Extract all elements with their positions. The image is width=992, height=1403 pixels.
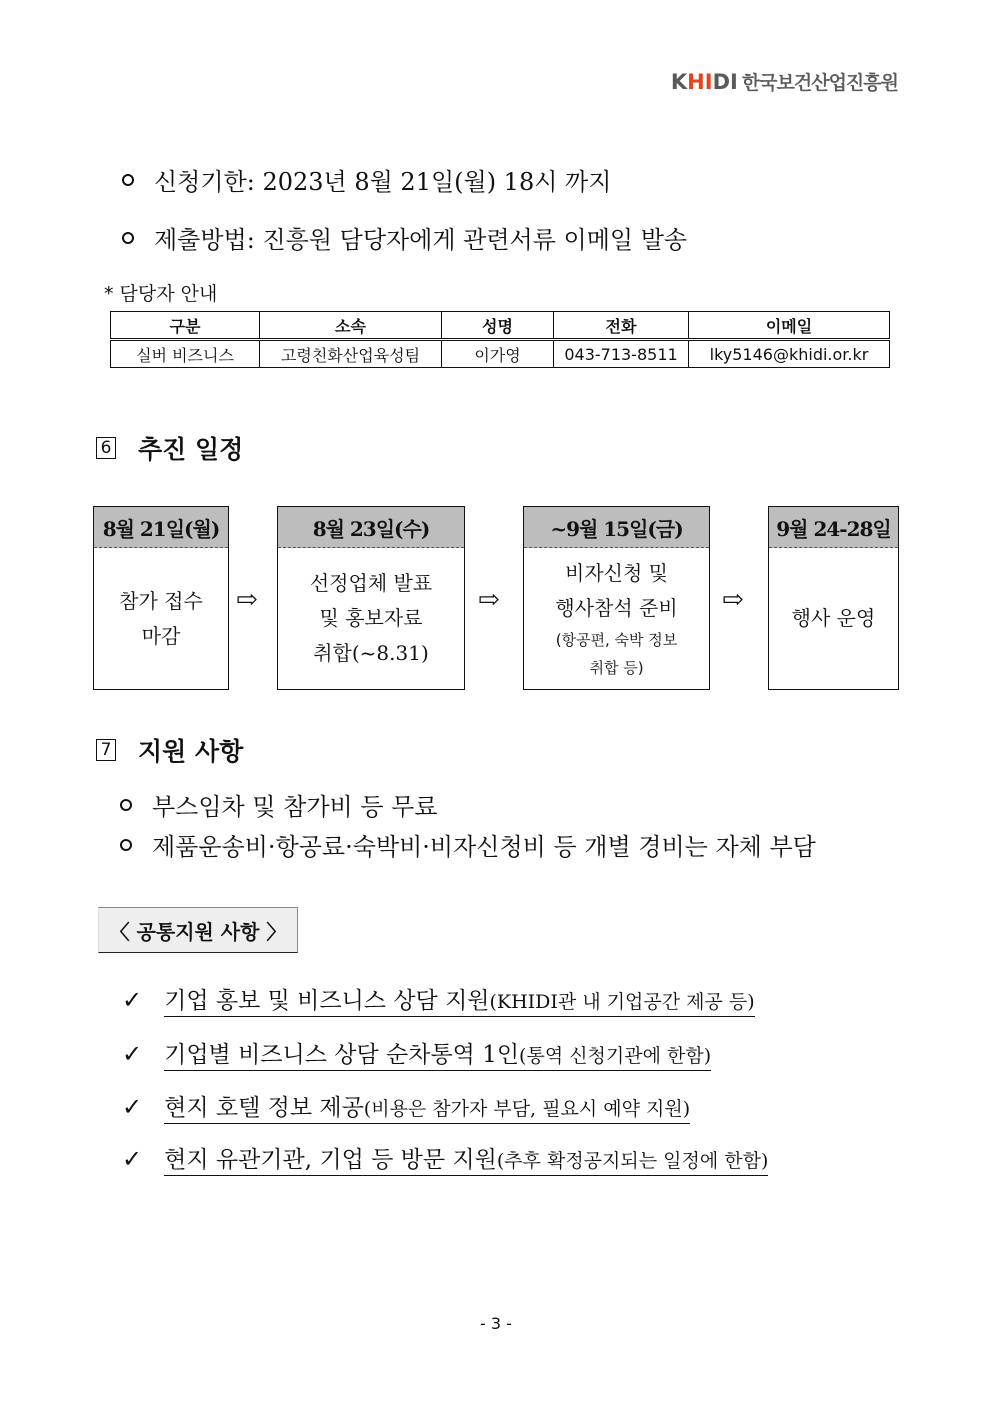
step-line: 참가 접수 — [119, 588, 203, 613]
check-icon: ✓ — [122, 1145, 143, 1173]
page-number: - 3 - — [480, 1314, 512, 1333]
common-item-text: 현지 호텔 정보 제공(비용은 참가자 부담, 필요시 예약 지원) — [164, 1089, 690, 1124]
section-6-heading — [96, 430, 243, 466]
circle-bullet-icon — [120, 799, 132, 811]
table-header-cell: 소속 — [260, 312, 442, 340]
section-number: 7 — [96, 739, 116, 761]
step-date: 8월 23일(수) — [278, 507, 464, 548]
common-support-item — [122, 1036, 711, 1071]
step-line: 행사참석 준비 — [555, 595, 678, 620]
support-item — [120, 787, 438, 822]
common-support-item — [122, 1089, 690, 1124]
right-arrow-icon: ⇨ — [722, 585, 744, 615]
step-body — [278, 548, 464, 689]
step-note: 취합 등) — [589, 658, 644, 677]
common-support-item — [122, 982, 755, 1017]
right-arrow-icon: ⇨ — [236, 585, 258, 615]
schedule-step — [768, 506, 899, 690]
section-7-heading — [96, 732, 243, 768]
table-header-cell: 성명 — [442, 312, 554, 340]
circle-bullet-icon — [122, 174, 134, 186]
common-support-heading: 〈 공통지원 사항 〉 — [98, 907, 298, 953]
right-arrow-icon: ⇨ — [478, 585, 500, 615]
step-line: 선정업체 발표 — [309, 571, 433, 595]
table-header-cell: 이메일 — [689, 312, 890, 340]
deadline-line — [122, 162, 611, 197]
table-header-cell: 구분 — [111, 312, 260, 340]
step-date: 9월 24-28일 — [769, 507, 898, 548]
step-body — [524, 548, 709, 689]
support-item-text: 부스임차 및 참가비 등 무료 — [152, 793, 438, 821]
table-header-row — [111, 312, 890, 340]
step-line: 행사 운영 — [791, 606, 876, 630]
circle-bullet-icon — [122, 232, 134, 244]
step-line: 취합(~8.31) — [313, 641, 429, 665]
submission-text: 제출방법: 진흥원 담당자에게 관련서류 이메일 발송 — [154, 226, 688, 254]
section-title: 지원 사항 — [138, 737, 244, 766]
common-item-text: 기업 홍보 및 비즈니스 상담 지원(KHIDI관 내 기업공간 제공 등) — [164, 982, 755, 1017]
step-date: ~9월 15일(금) — [524, 507, 709, 548]
table-cell: 이가영 — [442, 340, 554, 368]
check-icon: ✓ — [122, 1040, 143, 1068]
contact-table — [110, 311, 890, 368]
submission-line — [122, 220, 687, 255]
step-body — [94, 548, 228, 689]
step-body — [769, 548, 898, 689]
logo-org-name: 한국보건산업진흥원 — [741, 72, 898, 94]
circle-bullet-icon — [120, 839, 132, 851]
support-item — [120, 827, 816, 862]
deadline-text: 신청기한: 2023년 8월 21일(월) 18시 까지 — [154, 168, 612, 196]
check-icon: ✓ — [122, 1093, 143, 1121]
common-support-item — [122, 1141, 768, 1176]
step-line: 비자신청 및 — [565, 560, 668, 585]
schedule-step — [93, 506, 229, 690]
step-date: 8월 21일(월) — [94, 507, 228, 548]
table-cell: 043-713-8511 — [554, 340, 689, 368]
step-line: 및 홍보자료 — [319, 606, 423, 630]
table-cell: 실버 비즈니스 — [111, 340, 260, 368]
table-cell: 고령친화산업육성팀 — [260, 340, 442, 368]
table-row — [111, 340, 890, 368]
table-header-cell: 전화 — [554, 312, 689, 340]
logo-mark: KHIDI — [670, 69, 738, 94]
step-note: (항공편, 숙박 정보 — [555, 630, 678, 649]
section-number: 6 — [96, 437, 116, 459]
schedule-step — [277, 506, 465, 690]
check-icon: ✓ — [122, 986, 143, 1014]
step-line: 마감 — [141, 623, 181, 648]
common-item-text: 기업별 비즈니스 상담 순차통역 1인(통역 신청기관에 한함) — [164, 1036, 711, 1071]
support-item-text: 제품운송비·항공료·숙박비·비자신청비 등 개별 경비는 자체 부담 — [152, 833, 816, 861]
contact-note: * 담당자 안내 — [104, 283, 218, 305]
schedule-step — [523, 506, 710, 690]
khidi-logo — [671, 68, 898, 95]
common-item-text: 현지 유관기관, 기업 등 방문 지원(추후 확정공지되는 일정에 한함) — [164, 1141, 768, 1176]
section-title: 추진 일정 — [138, 435, 244, 464]
email-link[interactable]: lky5146@khidi.or.kr — [689, 340, 890, 368]
